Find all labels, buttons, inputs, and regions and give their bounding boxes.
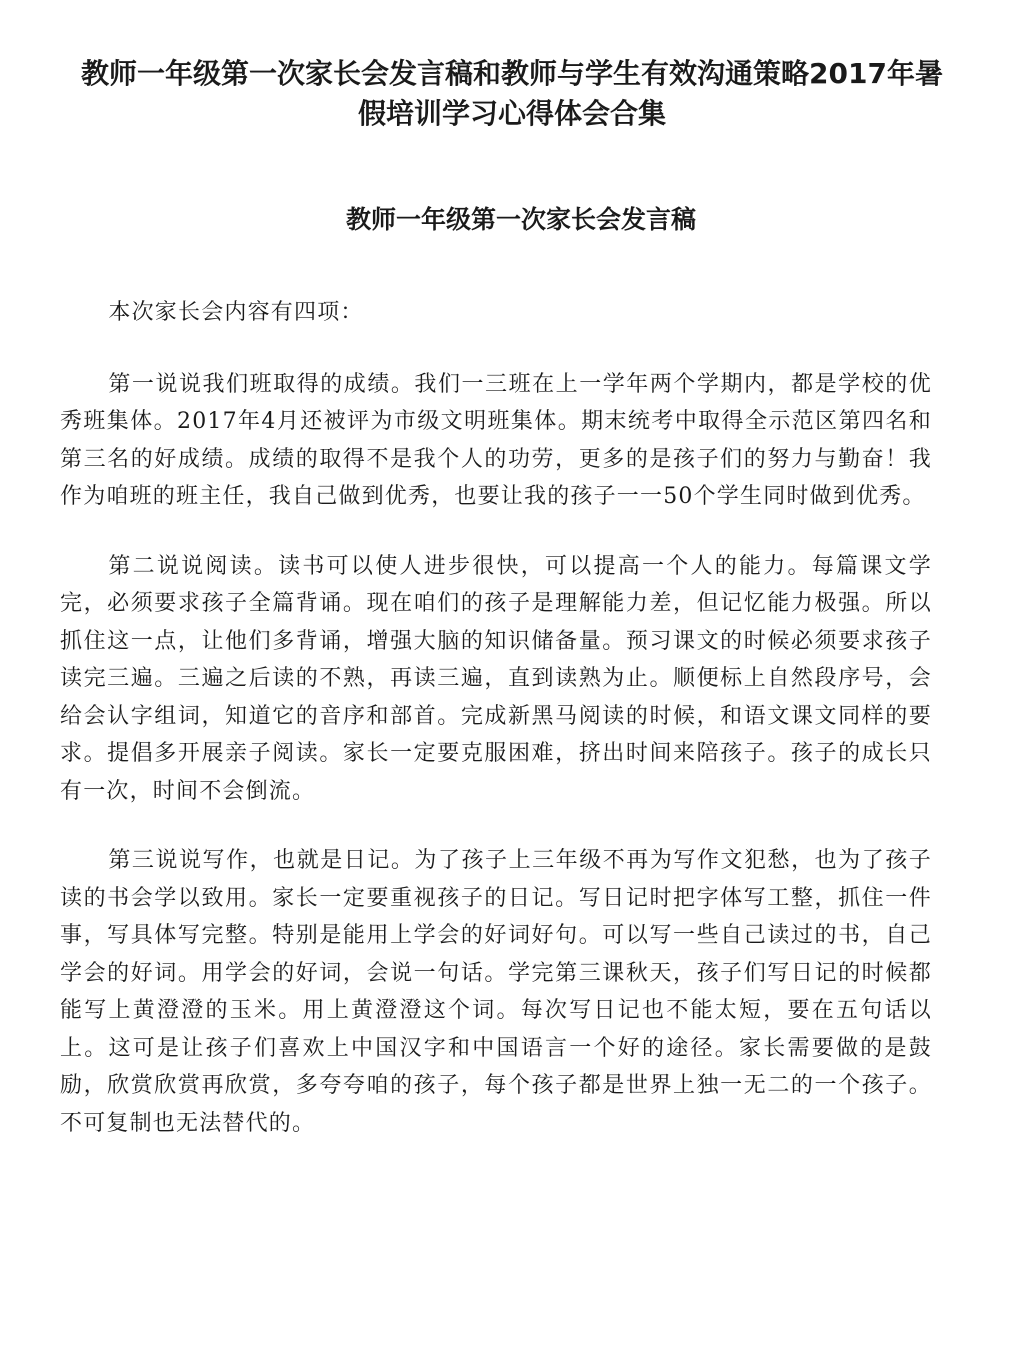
paragraph-reading: 第二说说阅读。读书可以使人进步很快，可以提高一个人的能力。每篇课文学完，必须要求孩子全篇背诵。现在咱们的孩子是理解能力差，但记忆能力极强。所以抓住这一点，让他们多背诵，增强大脑的知识储备量。预习课文的时候必须要求孩子读完三遍。三遍之后读的不熟，再读三遍，直到读熟为止。顺便标上自然段序号，会给会认字组词，知道它的音序和部首。完成新黑马阅读的时候，和语文课文同样的要求。提倡多开展亲子阅读。家长一定要克服困难，挤出时间来陪孩子。孩子的成长只有一次，时间不会倒流。 bbox=[60, 553, 932, 804]
paragraph-intro: 本次家长会内容有四项： bbox=[108, 300, 364, 325]
document-title: 教师一年级第一次家长会发言稿和教师与学生有效沟通策略2017年暑假培训学习心得体会合集 bbox=[81, 57, 943, 130]
paragraph-achievements: 第一说说我们班取得的成绩。我们一三班在上一学年两个学期内，都是学校的优秀班集体。2017年4月还被评为市级文明班集体。期末统考中取得全示范区第四名和第三名的好成绩。成绩的取得不是我个人的功劳，更多的是孩子们的努力与勤奋！我作为咱班的班主任，我自己做到优秀，也要让我的孩子一一50个学生同时做到优秀。 bbox=[60, 371, 932, 509]
paragraph-writing: 第三说说写作，也就是日记。为了孩子上三年级不再为写作文犯愁，也为了孩子读的书会学以致用。家长一定要重视孩子的日记。写日记时把字体写工整，抓住一件事，写具体写完整。特别是能用上学会的好词好句。可以写一些自己读过的书，自己学会的好词。用学会的好词，会说一句话。学完第三课秋天，孩子们写日记的时候都能写上黄澄澄的玉米。用上黄澄澄这个词。每次写日记也不能太短，要在五句话以上。这可是让孩子们喜欢上中国汉字和中国语言一个好的途径。家长需要做的是鼓励，欣赏欣赏再欣赏，多夸夸咱的孩子，每个孩子都是世界上独一无二的一个孩子。不可复制也无法替代的。 bbox=[60, 848, 932, 1136]
document-body bbox=[60, 294, 932, 1142]
section-title: 教师一年级第一次家长会发言稿 bbox=[345, 205, 696, 234]
